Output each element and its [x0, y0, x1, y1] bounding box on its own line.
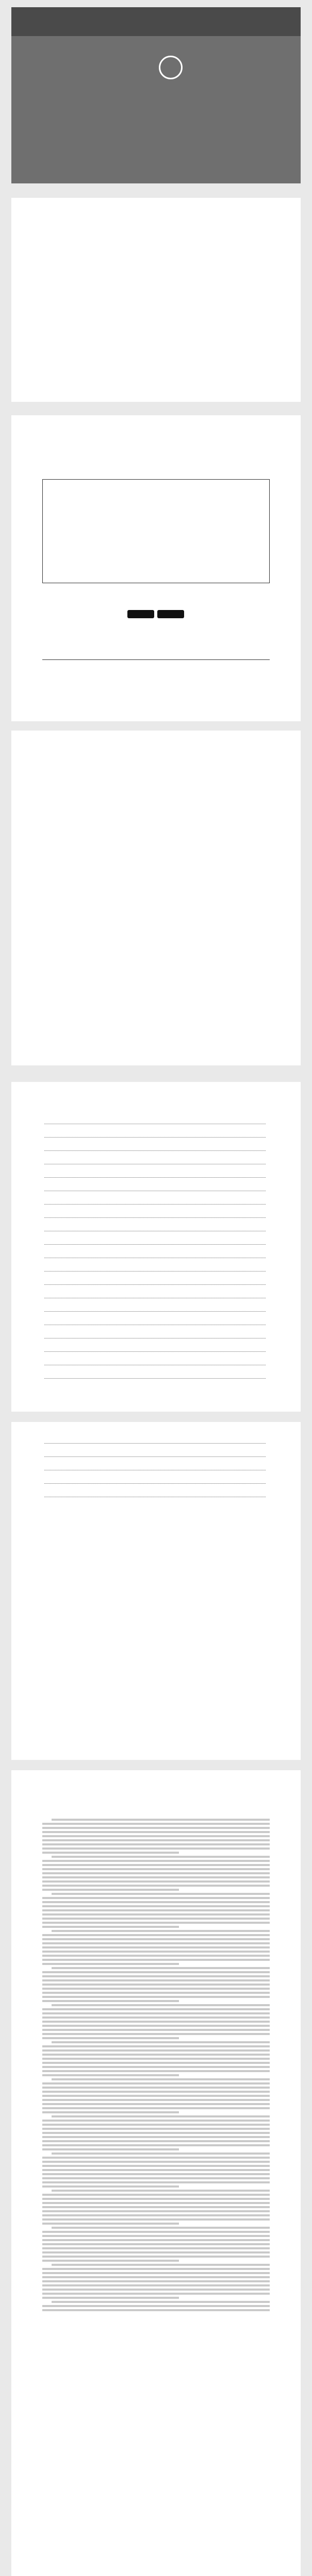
text-line-placeholder — [42, 2037, 179, 2039]
toc-leader-dots — [44, 1284, 266, 1285]
text-line-placeholder — [42, 2214, 270, 2216]
text-line-placeholder — [42, 2202, 270, 2204]
text-line-placeholder — [42, 2066, 270, 2068]
text-line-placeholder — [42, 1996, 270, 1998]
text-line-placeholder — [42, 2256, 270, 2258]
toc-entry[interactable] — [42, 1464, 276, 1478]
text-line-placeholder — [42, 1955, 270, 1957]
text-line-placeholder — [52, 2301, 270, 2303]
summary-page-1 — [11, 1082, 301, 1412]
text-line-placeholder — [42, 1959, 270, 1961]
text-line-placeholder — [42, 2185, 179, 2188]
text-line-placeholder — [52, 2041, 270, 2043]
text-line-placeholder — [42, 2021, 270, 2023]
text-line-placeholder — [42, 1913, 270, 1916]
text-line-placeholder — [42, 2194, 270, 2196]
toc-leader-dots — [44, 1217, 266, 1218]
text-line-placeholder — [42, 2062, 270, 2064]
text-line-placeholder — [42, 1872, 270, 1874]
text-line-placeholder — [42, 2247, 270, 2249]
text-line-placeholder — [42, 2120, 270, 2122]
text-line-placeholder — [42, 2181, 270, 2183]
presentation-section — [11, 1770, 301, 2576]
toc-leader-dots — [44, 1271, 266, 1272]
text-line-placeholder — [42, 1839, 270, 1841]
text-line-placeholder — [52, 2153, 270, 2155]
text-line-placeholder — [42, 1897, 270, 1899]
book-cover — [11, 7, 301, 183]
text-line-placeholder — [42, 2260, 179, 2262]
copyright-page — [11, 415, 301, 721]
title-page — [11, 198, 301, 402]
toc-entry[interactable] — [42, 1118, 276, 1131]
text-line-placeholder — [42, 2284, 270, 2286]
text-line-placeholder — [42, 2045, 270, 2047]
toc-entry[interactable] — [42, 1332, 276, 1346]
text-line-placeholder — [42, 2293, 270, 2295]
text-line-placeholder — [52, 1930, 270, 1932]
text-line-placeholder — [52, 2227, 270, 2229]
google-play-badge[interactable] — [127, 610, 154, 618]
text-line-placeholder — [42, 2297, 179, 2299]
toc-leader-dots — [44, 1456, 266, 1457]
text-line-placeholder — [42, 2074, 179, 2076]
toc-leader-dots — [44, 1244, 266, 1245]
text-line-placeholder — [42, 2218, 270, 2221]
catalog-record-box — [42, 479, 270, 583]
toc-leader-dots — [44, 1443, 266, 1444]
text-line-placeholder — [42, 2033, 270, 2035]
toc-leader-dots — [44, 1204, 266, 1205]
text-line-placeholder — [42, 2054, 270, 2056]
text-line-placeholder — [42, 2025, 270, 2027]
text-line-placeholder — [52, 2078, 270, 2080]
text-line-placeholder — [42, 2280, 270, 2282]
text-line-placeholder — [42, 1868, 270, 1870]
toc-leader-dots — [44, 1351, 266, 1352]
text-line-placeholder — [42, 2210, 270, 2212]
text-line-placeholder — [42, 1938, 270, 1940]
toc-entry[interactable] — [42, 1172, 276, 1185]
text-line-placeholder — [42, 2095, 270, 2097]
summary-page-2 — [11, 1422, 301, 1760]
toc-leader-dots — [44, 1150, 266, 1151]
text-line-placeholder — [42, 1988, 270, 1990]
toc-entry[interactable] — [42, 1252, 276, 1265]
toc-entry[interactable] — [42, 1319, 276, 1332]
text-line-placeholder — [42, 1852, 179, 1854]
text-line-placeholder — [42, 2276, 270, 2278]
publisher-logo-icon — [159, 56, 183, 79]
text-line-placeholder — [42, 2272, 270, 2274]
toc-entry[interactable] — [42, 1185, 276, 1198]
text-line-placeholder — [42, 1942, 270, 1944]
toc-leader-dots — [44, 1177, 266, 1178]
text-line-placeholder — [42, 1835, 270, 1837]
toc-entry[interactable] — [42, 1306, 276, 1319]
toc-entry[interactable] — [42, 1451, 276, 1464]
text-line-placeholder — [42, 1951, 270, 1953]
text-line-placeholder — [42, 1823, 270, 1825]
text-line-placeholder — [42, 2111, 179, 2113]
toc-entry[interactable] — [42, 1346, 276, 1359]
text-line-placeholder — [42, 2070, 270, 2072]
toc-entry[interactable] — [42, 1372, 276, 1386]
table-of-contents-continued — [42, 1437, 276, 1504]
presentation-page-1 — [11, 1770, 301, 2576]
text-line-placeholder — [42, 2289, 270, 2291]
toc-entry[interactable] — [42, 1437, 276, 1451]
text-line-placeholder — [42, 1901, 270, 1903]
divider — [42, 659, 270, 660]
toc-entry[interactable] — [42, 1491, 276, 1504]
text-line-placeholder — [42, 2058, 270, 2060]
text-line-placeholder — [42, 2140, 270, 2142]
text-line-placeholder — [42, 1848, 270, 1850]
text-line-placeholder — [52, 2115, 270, 2117]
presentation-body — [42, 1817, 270, 2313]
text-line-placeholder — [42, 2251, 270, 2253]
text-line-placeholder — [42, 2177, 270, 2179]
text-line-placeholder — [42, 1876, 270, 1878]
text-line-placeholder — [42, 1864, 270, 1866]
text-line-placeholder — [42, 2148, 179, 2150]
toc-leader-dots — [44, 1378, 266, 1379]
toc-entry[interactable] — [42, 1292, 276, 1306]
text-line-placeholder — [42, 1860, 270, 1862]
text-line-placeholder — [52, 2004, 270, 2006]
text-line-placeholder — [42, 2198, 270, 2200]
text-line-placeholder — [52, 2190, 270, 2192]
text-line-placeholder — [42, 2016, 270, 2019]
text-line-placeholder — [42, 2268, 270, 2270]
text-line-placeholder — [42, 2029, 270, 2031]
text-line-placeholder — [42, 1905, 270, 1907]
toc-entry[interactable] — [42, 1225, 276, 1239]
editorial-councils-page — [11, 731, 301, 1065]
table-of-contents — [42, 1118, 276, 1386]
app-store-badge[interactable] — [157, 610, 184, 618]
text-line-placeholder — [42, 1880, 270, 1883]
toc-leader-dots — [44, 1137, 266, 1138]
text-line-placeholder — [42, 2012, 270, 2014]
text-line-placeholder — [42, 2206, 270, 2208]
text-line-placeholder — [42, 2144, 270, 2146]
text-line-placeholder — [52, 1893, 270, 1895]
text-line-placeholder — [42, 1979, 270, 1981]
text-line-placeholder — [42, 2305, 270, 2307]
text-line-placeholder — [42, 1827, 270, 1829]
text-line-placeholder — [42, 1889, 179, 1891]
text-line-placeholder — [42, 2157, 270, 2159]
text-line-placeholder — [42, 1992, 270, 1994]
toc-entry[interactable] — [42, 1145, 276, 1158]
text-line-placeholder — [42, 2136, 270, 2138]
text-line-placeholder — [42, 2165, 270, 2167]
text-line-placeholder — [42, 2235, 270, 2237]
text-line-placeholder — [42, 2169, 270, 2171]
text-line-placeholder — [42, 2049, 270, 2052]
text-line-placeholder — [42, 1831, 270, 1833]
text-line-placeholder — [42, 2223, 179, 2225]
text-line-placeholder — [42, 2000, 179, 2002]
text-line-placeholder — [42, 2087, 270, 2089]
toc-entry[interactable] — [42, 1359, 276, 1372]
toc-entry[interactable] — [42, 1239, 276, 1252]
text-line-placeholder — [42, 2124, 270, 2126]
toc-leader-dots — [44, 1311, 266, 1312]
toc-entry[interactable] — [42, 1212, 276, 1225]
text-line-placeholder — [42, 2309, 270, 2311]
text-line-placeholder — [42, 2107, 270, 2109]
text-line-placeholder — [42, 2173, 270, 2175]
summary-section — [11, 1082, 301, 1760]
text-line-placeholder — [42, 2243, 270, 2245]
text-line-placeholder — [42, 1963, 179, 1965]
cover-title-band — [11, 7, 301, 36]
text-line-placeholder — [42, 1909, 270, 1911]
text-line-placeholder — [52, 1819, 270, 1821]
text-line-placeholder — [52, 2264, 270, 2266]
text-line-placeholder — [42, 1975, 270, 1977]
text-line-placeholder — [42, 1946, 270, 1948]
toc-entry[interactable] — [42, 1131, 276, 1145]
toc-entry[interactable] — [42, 1158, 276, 1172]
toc-entry[interactable] — [42, 1478, 276, 1491]
text-line-placeholder — [42, 1934, 270, 1936]
toc-leader-dots — [44, 1483, 266, 1484]
text-line-placeholder — [42, 1918, 270, 1920]
text-line-placeholder — [42, 2008, 270, 2010]
text-line-placeholder — [42, 2082, 270, 2084]
text-line-placeholder — [42, 2231, 270, 2233]
text-line-placeholder — [42, 1926, 179, 1928]
toc-entry[interactable] — [42, 1279, 276, 1292]
text-line-placeholder — [42, 2128, 270, 2130]
text-line-placeholder — [42, 1922, 270, 1924]
text-line-placeholder — [42, 1885, 270, 1887]
text-line-placeholder — [42, 2099, 270, 2101]
text-line-placeholder — [42, 1971, 270, 1973]
text-line-placeholder — [42, 2091, 270, 2093]
text-line-placeholder — [42, 2132, 270, 2134]
toc-entry[interactable] — [42, 1265, 276, 1279]
toc-entry[interactable] — [42, 1198, 276, 1212]
text-line-placeholder — [42, 1984, 270, 1986]
text-line-placeholder — [52, 1967, 270, 1969]
text-line-placeholder — [52, 1856, 270, 1858]
store-badges — [127, 610, 184, 618]
text-line-placeholder — [42, 2161, 270, 2163]
text-line-placeholder — [42, 1843, 270, 1845]
text-line-placeholder — [42, 2239, 270, 2241]
text-line-placeholder — [42, 2103, 270, 2105]
